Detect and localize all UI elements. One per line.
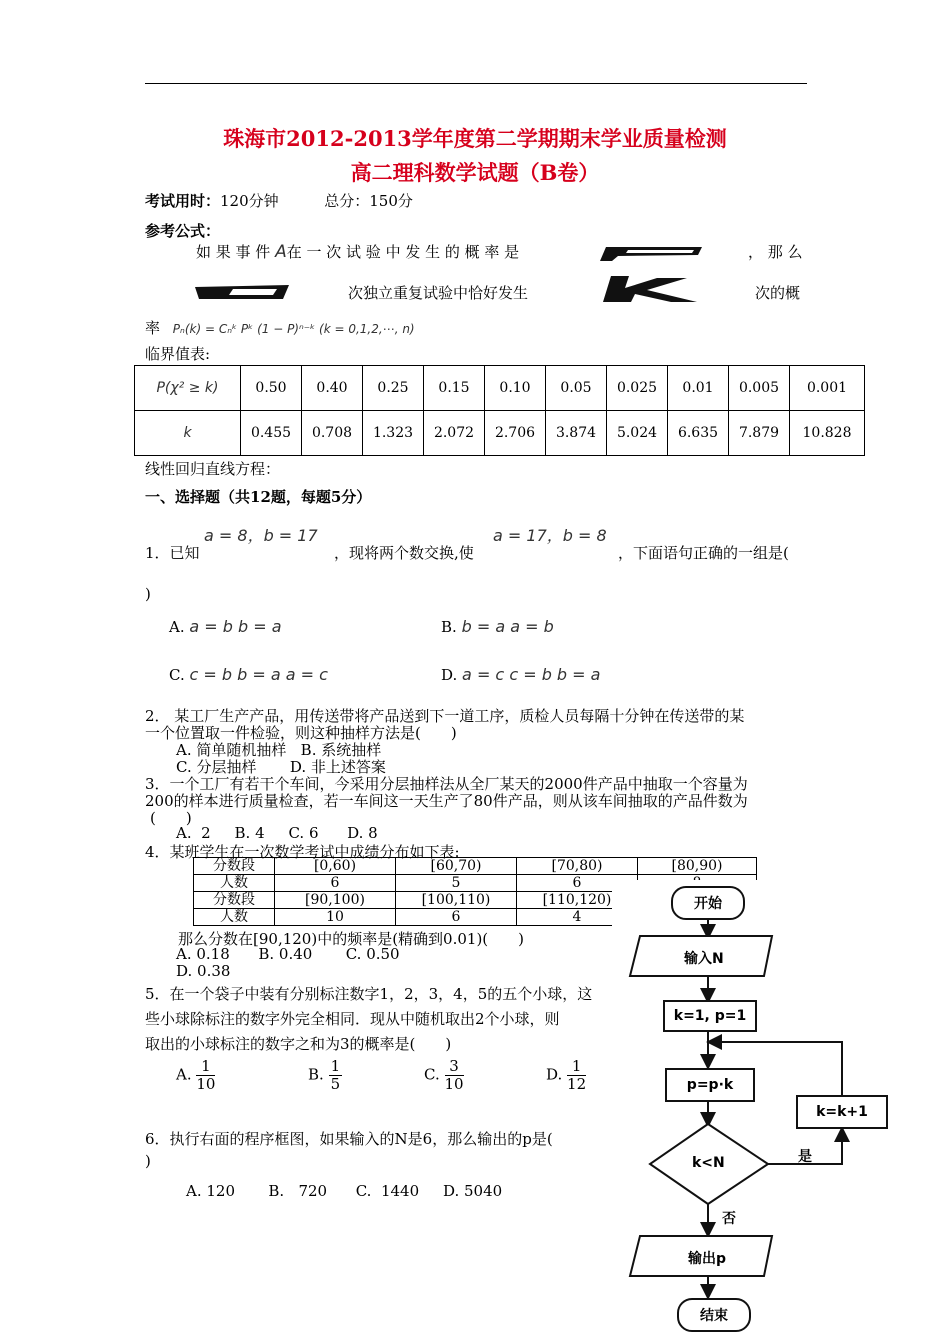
- q1-math-target: a = 17，b = 8: [493, 526, 607, 545]
- q1-text-d: ): [145, 585, 151, 603]
- q2-options-2: C. 分层抽样 D. 非上述答案: [176, 758, 386, 776]
- q1-text-b: ，现将两个数交换,使: [334, 544, 474, 562]
- table-cell: 0.005: [729, 366, 790, 411]
- garbled-formula-p-image: [598, 243, 706, 263]
- header-rule: [145, 83, 807, 84]
- option-math: a = b b = a: [189, 617, 282, 636]
- formula-text: 如 果 事 件: [196, 243, 271, 261]
- option-label: A.: [169, 618, 185, 636]
- table-cell: [110,120): [517, 892, 638, 909]
- table-cell: 6: [396, 909, 517, 926]
- table-cell: 6: [517, 875, 638, 892]
- option-label: C.: [169, 666, 185, 684]
- table-row: [135, 411, 865, 456]
- q1-option-c: [169, 665, 328, 684]
- fraction: [329, 1058, 343, 1093]
- formula-heading: 参考公式：: [145, 222, 221, 240]
- fraction: [445, 1058, 464, 1093]
- table-cell: [90,100): [275, 892, 396, 909]
- table-cell: 0.40: [302, 366, 363, 411]
- q6-line2: ): [145, 1152, 151, 1170]
- table-cell: 5.024: [607, 411, 668, 456]
- table-cell: 2.072: [424, 411, 485, 456]
- option-label: D.: [441, 666, 458, 684]
- q5-line1: 5．在一个袋子中装有分别标注数字1，2，3，4，5的五个小球，这: [145, 985, 593, 1003]
- event-variable: A: [275, 242, 287, 262]
- table-cell: 0.25: [363, 366, 424, 411]
- q6-line1: 6．执行右面的程序框图，如果输入的N是6，那么输出的p是(: [145, 1130, 553, 1148]
- table-cell: 6.635: [668, 411, 729, 456]
- table-cell: 6: [275, 875, 396, 892]
- q4-question: 那么分数在[90,120)中的频率是(精确到0.01)( ): [178, 930, 524, 948]
- table-cell: 10: [275, 909, 396, 926]
- numerator: 1: [567, 1058, 586, 1076]
- table-cell: 0.05: [546, 366, 607, 411]
- table-cell: 0.001: [790, 366, 865, 411]
- exam-subtitle: 高二理科数学试题（B卷）: [350, 160, 600, 185]
- flowchart-yes-label: 是: [798, 1149, 812, 1165]
- score-value: 150分: [369, 192, 413, 210]
- table-cell: 5: [396, 875, 517, 892]
- q4-line1: 4．某班学生在一次数学考试中成绩分布如下表:: [145, 843, 460, 861]
- table-cell: 0.708: [302, 411, 363, 456]
- option-label: C.: [424, 1065, 440, 1084]
- time-label: 考试用时：: [145, 192, 221, 210]
- table-cell: [80,90): [638, 858, 757, 875]
- table-cell: [0,60): [275, 858, 396, 875]
- q2-line1: 2． 某工厂生产产品，用传送带将产品送到下一道工序，质检人员每隔十分钟在传送带的某: [145, 707, 745, 725]
- formula-then: ， 那 么: [748, 243, 803, 261]
- option-label: B.: [308, 1065, 324, 1084]
- table-row: [135, 366, 865, 411]
- flowchart-input: 输入N: [684, 951, 724, 967]
- table-cell: [60,70): [396, 858, 517, 875]
- table-cell: 7.879: [729, 411, 790, 456]
- time-value: 120分钟: [220, 192, 279, 210]
- table-cell: 0.455: [241, 411, 302, 456]
- formula-line1: [196, 241, 519, 262]
- flowchart-output: 输出p: [688, 1251, 727, 1267]
- table-cell: 人数: [194, 909, 275, 926]
- table-cell: 2.706: [485, 411, 546, 456]
- numerator: 3: [445, 1058, 464, 1076]
- q1-math-initial: a = 8，b = 17: [204, 526, 318, 545]
- option-math: b = a a = b: [461, 617, 554, 636]
- denominator: 5: [330, 1075, 341, 1093]
- table-row: [194, 858, 757, 875]
- q4-options-abc: A. 0.18 B. 0.40 C. 0.50: [176, 945, 400, 963]
- q3-line3: ( ): [150, 809, 192, 827]
- denominator: 10: [196, 1075, 216, 1093]
- exam-title: 珠海市2012-2013学年度第二学期期末学业质量检测: [223, 126, 727, 151]
- table-cell: 分数段: [194, 892, 275, 909]
- formula-line3: [145, 317, 415, 338]
- formula-text: 在 一 次 试 验 中 发 生 的 概 率 是: [286, 243, 520, 261]
- option-label: A.: [176, 1065, 192, 1084]
- flowchart-init: k=1, p=1: [663, 1000, 757, 1032]
- q1-text-a: 1．已知: [145, 544, 200, 562]
- q6-options: A. 120 B. 720 C. 1440 D. 5040: [186, 1182, 503, 1200]
- section-heading: 一、选择题（共12题，每题5分）: [145, 488, 372, 506]
- q5-option-a: [176, 1058, 215, 1093]
- q3-options: A. 2 B. 4 C. 6 D. 8: [176, 824, 378, 842]
- option-math: a = c c = b b = a: [462, 665, 601, 684]
- numerator: 1: [330, 1057, 341, 1075]
- flowchart-end: 结束: [677, 1298, 751, 1332]
- table-cell: [70,80): [517, 858, 638, 875]
- formula-text: 率: [145, 319, 161, 337]
- garbled-formula-n-image: [193, 281, 293, 301]
- q5-line2: 些小球除标注的数字外完全相同．现从中随机取出2个小球，则: [145, 1010, 560, 1028]
- q3-line2: 200的样本进行质量检查，若一车间这一天生产了80件产品，则从该车间抽取的产品件数为: [145, 792, 748, 810]
- score-label: 总分：: [324, 192, 370, 210]
- table-cell: 1.323: [363, 411, 424, 456]
- flowchart-condition: k<N: [692, 1155, 725, 1171]
- critical-value-table: [134, 365, 865, 456]
- q5-option-d: [546, 1058, 586, 1093]
- table-cell: 0.025: [607, 366, 668, 411]
- option-label: D.: [546, 1065, 563, 1084]
- option-label: B.: [441, 618, 457, 636]
- q2-line2: 一个位置取一件检验，则这种抽样方法是( ): [145, 724, 457, 742]
- q5-line3: 取出的小球标注的数字之和为3的概率是( ): [145, 1035, 452, 1053]
- denominator: 12: [567, 1075, 587, 1093]
- flowchart-start: 开始: [671, 886, 745, 920]
- q1-text-c: ，下面语句正确的一组是(: [618, 544, 789, 562]
- fraction: [196, 1058, 215, 1093]
- exam-info: [145, 190, 413, 211]
- row-label-p: P(χ² ≥ k): [135, 366, 241, 411]
- table-cell: 0.15: [424, 366, 485, 411]
- flowchart-step: p=p·k: [665, 1068, 755, 1102]
- critical-heading: 临界值表:: [145, 345, 211, 363]
- q1-option-a: [169, 617, 282, 636]
- denominator: 10: [444, 1075, 464, 1093]
- garbled-formula-k-image: [601, 274, 699, 304]
- table-cell: 0.01: [668, 366, 729, 411]
- q2-options-1: A. 简单随机抽样 B. 系统抽样: [176, 741, 382, 759]
- table-cell: 10.828: [790, 411, 865, 456]
- q4-option-d: D. 0.38: [176, 962, 231, 980]
- table-cell: 人数: [194, 875, 275, 892]
- q3-line1: 3．一个工厂有若干个车间，今采用分层抽样法从全厂某天的2000件产品中抽取一个容量为: [145, 775, 748, 793]
- table-cell: [100,110): [396, 892, 517, 909]
- numerator: 1: [196, 1058, 215, 1076]
- flowchart-increment: k=k+1: [796, 1095, 888, 1129]
- table-cell: 0.50: [241, 366, 302, 411]
- formula-line2: 次独立重复试验中恰好发生: [348, 284, 529, 302]
- regression-label: 线性回归直线方程：: [145, 460, 281, 478]
- option-math: c = b b = a a = c: [189, 665, 328, 684]
- binomial-formula: Pₙ(k) = Cₙᵏ Pᵏ (1 − P)ⁿ⁻ᵏ (k = 0,1,2,⋯, n): [172, 322, 415, 336]
- table-cell: 4: [517, 909, 638, 926]
- formula-line2-end: 次的概: [755, 284, 801, 302]
- q5-option-b: [308, 1058, 342, 1093]
- row-label-k: k: [135, 411, 241, 456]
- table-cell: 0.10: [485, 366, 546, 411]
- q1-option-b: [441, 617, 554, 636]
- fraction: [567, 1058, 586, 1093]
- table-cell: 分数段: [194, 858, 275, 875]
- flowchart-no-label: 否: [722, 1211, 736, 1227]
- q5-option-c: [424, 1058, 464, 1093]
- table-cell: 3.874: [546, 411, 607, 456]
- q1-option-d: [441, 665, 600, 684]
